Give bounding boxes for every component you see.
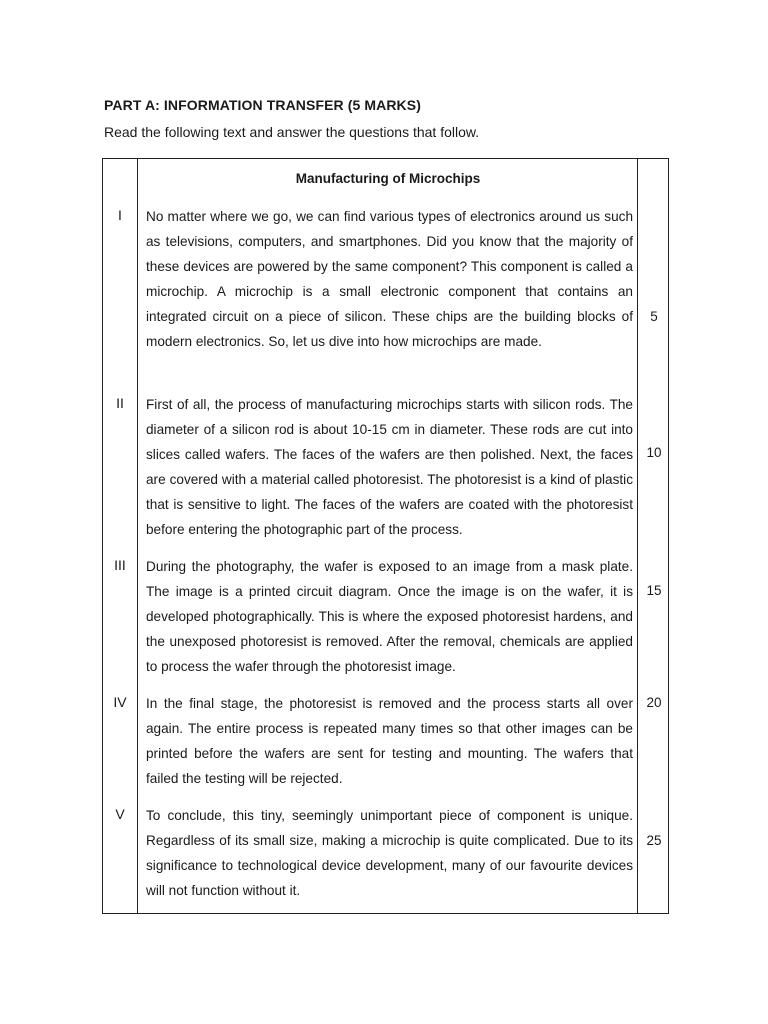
- paragraph-4-text: In the final stage, the photoresist is removed and the process starts all over again. The entire process is repeated many times so that other images can be printed before the wafers are sent for testing and mounting. The wafers that failed the testing will be rejected.: [146, 696, 633, 786]
- line-number-25: 25: [646, 833, 662, 848]
- paragraph-number-2: II: [116, 395, 124, 411]
- paragraph-number-3: III: [114, 557, 126, 573]
- paragraph-2-text: First of all, the process of manufacturing microchips starts with silicon rods. The diameter of a silicon rod is about 10-15 cm in diameter. These rods are cut into slices called wafers. The faces of the wafers are then polished. Next, the faces are covered with a material called photoresist. The photoresist is a kind of plastic that is sensitive to light. The faces of the wafers are coated with the photoresist before entering the photographic part of the process.: [146, 397, 633, 537]
- section-heading: PART A: INFORMATION TRANSFER (5 MARKS): [104, 97, 421, 113]
- line-number-20: 20: [646, 695, 662, 710]
- paragraph-number-column-divider: [137, 159, 138, 913]
- passage-table: [102, 158, 669, 914]
- passage-title: Manufacturing of Microchips: [295, 171, 481, 186]
- paragraph-1-text: No matter where we go, we can find various types of electronics around us such as televisions, computers, and smartphones. Did you know that the majority of these devices are powered by the same component? This component is called a microchip. A microchip is a small electronic component that contains an integrated circuit on a piece of silicon. These chips are the building blocks of modern electronics. So, let us dive into how microchips are made.: [146, 209, 633, 349]
- line-number-10: 10: [646, 445, 662, 460]
- line-number-15: 15: [646, 583, 662, 598]
- line-number-column-divider: [637, 159, 638, 913]
- paragraph-number-5: V: [115, 806, 125, 822]
- instruction-text: Read the following text and answer the questions that follow.: [104, 124, 480, 140]
- paragraph-number-4: IV: [113, 694, 127, 710]
- paragraph-number-1: I: [118, 207, 122, 223]
- paragraph-3-text: During the photography, the wafer is exposed to an image from a mask plate. The image is a printed circuit diagram. Once the image is on the wafer, it is developed photographically. This is where the exposed photoresist hardens, and the unexposed photoresist is removed. After the removal, chemicals are applied to process the wafer through the photoresist image.: [146, 559, 633, 674]
- line-number-5: 5: [650, 309, 658, 324]
- paragraph-5-text: To conclude, this tiny, seemingly unimportant piece of component is unique. Regardless of its small size, making a microchip is quite complicated. Due to its significance to technological device development, many of our favourite devices will not function without it.: [146, 808, 633, 898]
